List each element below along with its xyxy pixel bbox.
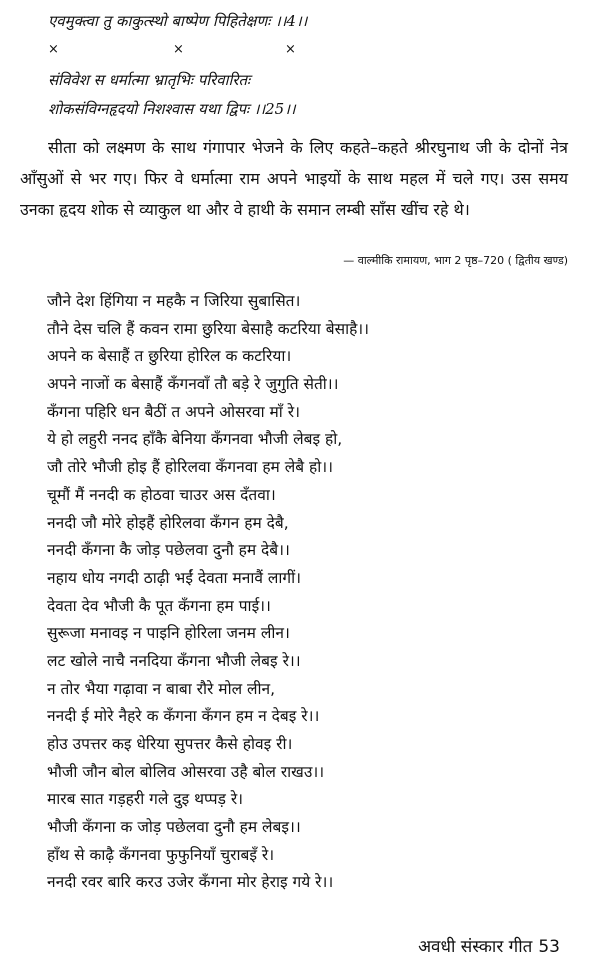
separator-mark: × (48, 42, 59, 57)
sanskrit-verse-line-1: एवमुक्त्वा तु काकुत्स्थो बाष्पेण पिहितेक्षणः ।।4।। (48, 12, 308, 30)
prose-translation (20, 132, 568, 225)
song-line: अपने नाजों क बेसाहैं कँगनवाँ तौ बड़े रे जुगुति सेती।। (47, 375, 339, 394)
song-line: मारब सात गड़हरी गले दुइ थप्पड़ रे। (47, 790, 244, 809)
song-line: तौने देस चलि हैं कवन रामा छुरिया बेसाहै कटरिया बेसाहै।। (47, 319, 370, 338)
song-line: ननदी रवर बारि करउ उजेर कँगना मोर हेराइ गये रे।। (47, 873, 334, 892)
song-line: भौजी जौन बोल बोलिव ओसरवा उहै बोल राखउ।। (47, 762, 325, 781)
song-line: जौने देश हिंगिया न महकै न जिरिया सुबासित। (47, 292, 301, 310)
song-line: होउ उपत्तर कइ धेरिया सुपत्तर कैसे होवइ री। (47, 735, 293, 753)
separator-mark: × (173, 42, 184, 57)
page-footer (412, 934, 560, 957)
folk-song-lyrics (47, 288, 369, 897)
song-line: ननदी जौ मोरे होइहैं होरिलवा कँगन हम देबै, (47, 513, 289, 532)
song-line: ये हो लहुरी ननद हाँकै बेनिया कँगनवा भौजी लेबइ हो, (47, 430, 343, 449)
sanskrit-verse-line-3: शोकसंविग्नहृदयो निशश्वास यथा द्विपः ।।25।। (48, 100, 296, 118)
song-line: कँगना पहिरि धन बैठीं त अपने ओसरवा माँ रे। (47, 402, 300, 421)
song-line: चूमौं मैं ननदी क होठवा चाउर अस दँतवा। (47, 485, 276, 504)
book-title: अवधी संस्कार गीत (418, 937, 533, 957)
song-line: जौ तोरे भौजी होइ हैं होरिलवा कँगनवा हम लेबै हो।। (47, 458, 334, 477)
song-line: भौजी कँगना क जोड़ पछेलवा दुनौ हम लेबइ।। (47, 818, 301, 837)
source-citation: — वाल्मीकि रामायण, भाग 2 पृष्ठ–720 ( द्वितीय खण्ड) (343, 254, 568, 267)
song-line: न तोर भैया गढ़ावा न बाबा रौरे मोल लीन, (47, 679, 276, 698)
song-line: देवता देव भौजी कै पूत कँगना हम पाई।। (47, 596, 271, 615)
prose-paragraph: सीता को लक्ष्मण के साथ गंगापार भेजने के लिए कहते–कहते श्रीरघुनाथ जी के दोनों नेत्र आँसुओं से भर गए। फिर वे धर्मात्मा राम अपने भाइयों के साथ महल में चले गए। उस समय उनका हृदय शोक से व्याकुल था और वे हाथी के समान लम्बी साँस खींच रहे थे। (20, 138, 568, 219)
sanskrit-verse-line-2: संविवेश स धर्मात्मा भ्रातृभिः परिवारितः (48, 71, 251, 89)
song-line: ननदी कँगना कै जोड़ पछेलवा दुनौ हम देबै।। (47, 541, 290, 560)
song-line: नहाय धोय नगदी ठाढ़ी भईं देवता मनावैं लागीं। (47, 568, 302, 587)
song-line: हाँथ से काढ़ै कँगनवा फुफुनियाँ चुराबइँ रे। (47, 845, 275, 864)
song-line: लट खोले नाचै ननदिया कँगना भौजी लेबइ रे।। (47, 651, 301, 670)
song-line: अपने क बेसाहैं त छुरिया होरिल क कटरिया। (47, 347, 292, 366)
song-line: सुरूजा मनावइ न पाइनि होरिला जनम लीन। (47, 624, 290, 643)
separator-mark: × (285, 42, 296, 57)
page-number: 53 (538, 937, 560, 957)
verse-separator (48, 42, 328, 60)
song-line: ननदी ई मोरे नैहरे क कँगना कँगन हम न देबइ रे।। (47, 707, 320, 726)
